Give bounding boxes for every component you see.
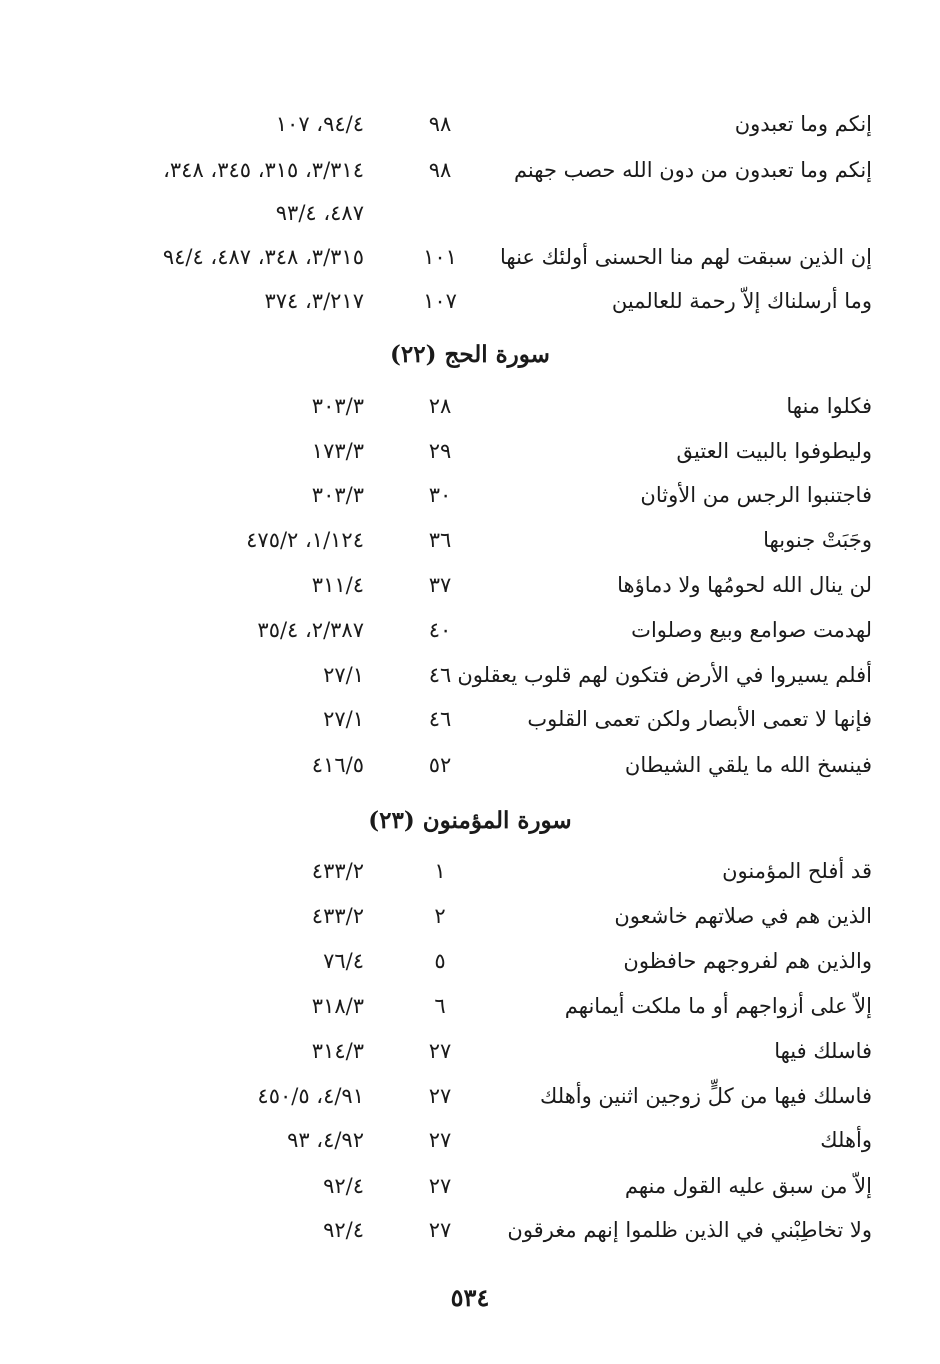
surah-heading: سورة الحج (٢٢) [390, 341, 550, 368]
verse-text: والذين هم لفروجهم حافظون [623, 949, 872, 973]
page-references: ١/١٢٤، ٤٧٥/٢ [246, 528, 364, 552]
page-references: ٤/٩١، ٤٥٠/٥ [257, 1084, 364, 1108]
ayah-number: ٤٠ [428, 618, 452, 642]
ayah-number: ٢٧ [428, 1218, 452, 1242]
ayah-number: ٢٧ [428, 1084, 452, 1108]
verse-text: وجَبَتْ جنوبها [763, 528, 872, 552]
ayah-number: ٣٧ [428, 573, 452, 597]
page-references: ٢٧/١ [323, 663, 364, 687]
verse-text: ولا تخاطِبْني في الذين ظلموا إنهم مغرقون [507, 1218, 872, 1242]
ayah-number: ١ [434, 859, 446, 883]
verse-text: لهدمت صوامع وبيع وصلوات [631, 618, 872, 642]
verse-text: إلاّ من سبق عليه القول منهم [624, 1174, 872, 1198]
page-references: ٤٣٣/٢ [311, 904, 364, 928]
page-references: ٣/٢١٧، ٣٧٤ [264, 289, 364, 313]
ayah-number: ٣٦ [428, 528, 452, 552]
ayah-number: ١٠٧ [423, 289, 457, 313]
page-number: ٥٣٤ [450, 1283, 490, 1312]
verse-text: وما أرسلناك إلاّ رحمة للعالمين [611, 289, 872, 313]
verse-text: فإنها لا تعمى الأبصار ولكن تعمى القلوب [527, 707, 872, 731]
verse-text: وأهلك [820, 1128, 872, 1152]
verse-text: وليطوفوا بالبيت العتيق [676, 439, 872, 463]
ayah-number: ٦ [434, 994, 446, 1018]
page-references: ٩٢/٤ [323, 1174, 364, 1198]
ayah-number: ٢٧ [428, 1039, 452, 1063]
page-references: ٣١٨/٣ [311, 994, 364, 1018]
page-references: ٤١٦/٥ [311, 753, 364, 777]
verse-text: إنكم وما تعبدون من دون الله حصب جهنم [513, 158, 872, 182]
verse-text: فكلوا منها [786, 394, 872, 418]
page-references: ١٧٣/٣ [311, 439, 364, 463]
verse-text: الذين هم في صلاتهم خاشعون [614, 904, 872, 928]
verse-text: فاسلك فيها [774, 1039, 872, 1063]
page-references: ٢٧/١ [323, 707, 364, 731]
verse-text: إن الذين سبقت لهم منا الحسنى أولئك عنها [499, 245, 872, 269]
ayah-number: ٢ [434, 904, 446, 928]
ayah-number: ٥ [434, 949, 446, 973]
verse-text: لن ينال الله لحومُها ولا دماؤها [617, 573, 872, 597]
page-references: ٧٦/٤ [323, 949, 364, 973]
verse-text: فينسخ الله ما يلقي الشيطان [624, 753, 872, 777]
page-references: ٣١٤/٣ [311, 1039, 364, 1063]
page-references: ٤/٩٢، ٩٣ [287, 1128, 364, 1152]
verse-text: أفلم يسيروا في الأرض فتكون لهم قلوب يعقلون [457, 663, 872, 687]
page-references: ٤٣٣/٢ [311, 859, 364, 883]
verse-text: قد أفلح المؤمنون [722, 859, 872, 883]
verse-text: فاسلك فيها من كلٍّ زوجين اثنين وأهلك [540, 1084, 872, 1108]
verse-text: إلاّ على أزواجهم أو ما ملكت أيمانهم [564, 994, 872, 1018]
page-references: ٣٠٣/٣ [311, 483, 364, 507]
ayah-number: ٤٦ [428, 707, 452, 731]
ayah-number: ٤٦ [428, 663, 452, 687]
ayah-number: ٢٩ [428, 439, 452, 463]
ayah-number: ١٠١ [423, 245, 457, 269]
page-references: ٣/٣١٤، ٣١٥، ٣٤٥، ٣٤٨، [163, 158, 364, 182]
ayah-number: ٣٠ [428, 483, 452, 507]
page-references: ٢/٣٨٧، ٣٥/٤ [257, 618, 364, 642]
ayah-number: ٩٨ [428, 112, 452, 136]
page-references: ٩٢/٤ [323, 1218, 364, 1242]
verse-text: إنكم وما تعبدون [734, 112, 872, 136]
ayah-number: ٥٢ [428, 753, 452, 777]
ayah-number: ٢٧ [428, 1128, 452, 1152]
verse-text: فاجتنبوا الرجس من الأوثان [640, 483, 872, 507]
ayah-number [405, 193, 475, 233]
ayah-number: ٢٧ [428, 1174, 452, 1198]
page-references: ٣٠٣/٣ [311, 394, 364, 418]
ayah-number: ٢٨ [428, 394, 452, 418]
surah-heading: سورة المؤمنون (٢٣) [368, 807, 572, 834]
ayah-number: ٩٨ [428, 158, 452, 182]
page-references: ٩٤/٤، ١٠٧ [275, 112, 364, 136]
page-references: ٣١١/٤ [311, 573, 364, 597]
page-references: ٣/٣١٥، ٣٤٨، ٤٨٧، ٩٤/٤ [162, 245, 364, 269]
page-references: ٤٨٧، ٩٣/٤ [275, 201, 364, 225]
